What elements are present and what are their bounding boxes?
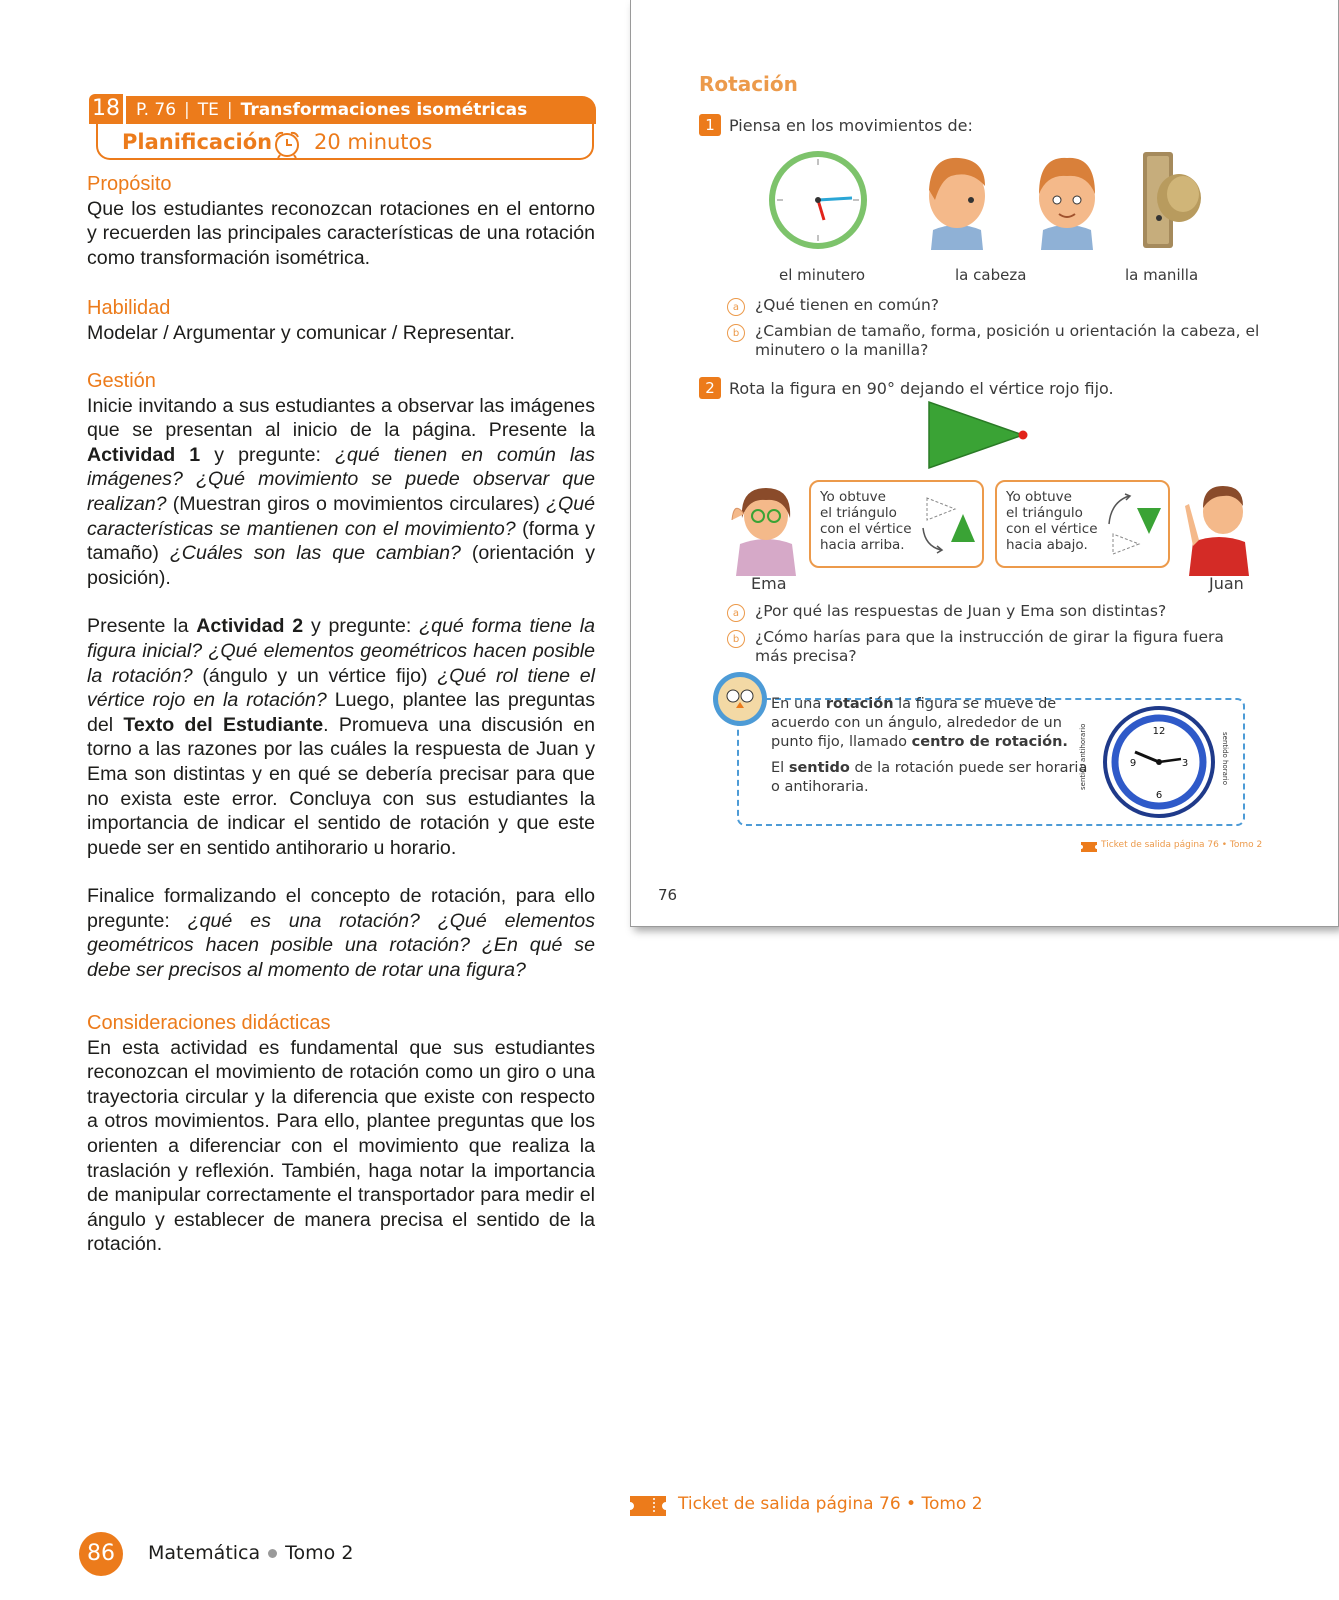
ema-rotated-triangle-icon: [915, 492, 981, 558]
svg-text:3: 3: [1181, 758, 1189, 769]
activity-1-prompt: Piensa en los movimientos de:: [729, 116, 973, 135]
alarm-clock-icon: [272, 129, 302, 159]
juan-speech-bubble: [995, 480, 1170, 568]
gestion-paragraph-2: Presente la Actividad 2 y pregunte: ¿qué forma tiene la figura inicial? ¿Qué elementos geométricos hacen posible la rotación? (ángulo y un vértice fijo) ¿Qué rol tiene el vértice rojo en la rotación? Luego, plantee las preguntas del Texto del Estudiante. Promueva una discusión en torno a las razones por las cuáles la respuesta de Juan y Ema son distintas y en qué se debería precisar para que no exista este error. Concluya con sus estudiantes la importancia de indicar el sentido de rotación y que este puede ser en sentido antihorario u horario.: [87, 615, 595, 859]
option-b-marker-2: b: [727, 630, 745, 648]
consideraciones-title: Consideraciones didácticas: [87, 1012, 331, 1034]
cw-direction-label: sentido horario: [1221, 732, 1229, 786]
boy-head-front-illustration: [1031, 150, 1103, 250]
planning-label: Planificación: [122, 130, 273, 154]
green-triangle-figure: [927, 400, 1033, 472]
rotation-direction-clock-illustration: [1089, 704, 1229, 820]
gestion-paragraph-3: Finalice formalizando el concepto de rotación, para ello pregunte: ¿qué es una rotación? ¿Qué elementos geométricos hacen posible una rotación? ¿En qué se debe ser precisos al momento de rotar una figura?: [87, 885, 595, 982]
book-name: Matemática: [148, 1542, 261, 1564]
option-b-marker: b: [727, 324, 745, 342]
door-handle-illustration: [1137, 148, 1207, 252]
definition-line-3: punto fijo, llamado centro de rotación.: [771, 734, 1068, 750]
section-consideraciones: [87, 1011, 595, 1257]
gestion-title: Gestión: [87, 370, 156, 392]
juan-name: Juan: [1209, 574, 1244, 593]
ticket-icon: [630, 1496, 666, 1516]
image-label-manilla: la manilla: [1125, 266, 1199, 284]
definition-line-5: o antihoraria.: [771, 779, 869, 795]
proposito-text: Que los estudiantes reconozcan rotaciones en el entorno y recuerden las principales características de una rotación como transformación isométrica.: [87, 197, 595, 269]
fixed-red-vertex: [1019, 431, 1028, 440]
ema-bubble-line-1: Yo obtuve: [820, 489, 886, 505]
ema-bubble-line-3: con el vértice: [820, 521, 912, 537]
book-reference: TE: [197, 100, 219, 120]
inner-ticket-text: Ticket de salida página 76 • Tomo 2: [1101, 840, 1263, 850]
juan-rotated-triangle-icon: [1101, 490, 1167, 560]
lesson-header-bar: P. 76 | TE | Transformaciones isométricas: [126, 96, 596, 124]
student-page-image: [630, 0, 1339, 927]
ccw-direction-label: sentido antihorario: [1079, 723, 1087, 790]
consideraciones-text: En esta actividad es fundamental que sus estudiantes reconozcan el movimiento de rotación como un giro o una trayectoria circular y la diferencia que existe con respecto a otros movimientos. Para ello, plantee preguntas que los orienten a diferenciar con el movimiento que realiza la traslación y reflexión. También, haga notar la importancia de manipular correctamente el transportador para medir el ángulo y establecer de manera precisa el sentido de la rotación.: [87, 1036, 595, 1256]
book-footer: [148, 1542, 353, 1564]
boy-head-profile-illustration: [921, 150, 993, 250]
page-number: 86: [79, 1532, 123, 1576]
activity-2-question-a: ¿Por qué las respuestas de Juan y Ema son distintas?: [755, 602, 1167, 620]
activity-1-question-b-line2: minutero o la manilla?: [755, 341, 929, 359]
gestion-paragraph-1: Inicie invitando a sus estudiantes a observar las imágenes que se presentan al inicio de la página. Presente la Actividad 1 y pregunte: ¿qué tienen en común las imágenes? ¿Qué movimiento se puede observar que realizan? (Muestran giros o movimientos circulares) ¿Qué características se mantienen con el movimiento? (forma y tamaño) ¿Cuáles son las que cambian? (orientación y posición).: [87, 394, 595, 589]
book-volume: Tomo 2: [285, 1542, 354, 1564]
activity-1-question-a: ¿Qué tienen en común?: [755, 296, 940, 314]
proposito-title: Propósito: [87, 173, 172, 195]
exit-ticket-link[interactable]: Ticket de salida página 76 • Tomo 2: [678, 1494, 983, 1514]
section-proposito: [87, 172, 595, 270]
ema-speech-bubble: [809, 480, 984, 568]
option-a-marker-2: a: [727, 604, 745, 622]
activity-1-question-b-line1: ¿Cambian de tamaño, forma, posición u orientación la cabeza, el: [755, 322, 1260, 340]
section-gestion: [87, 369, 595, 983]
activity-1-badge: 1: [699, 114, 721, 136]
option-a-marker: a: [727, 298, 745, 316]
minute-hand-clock-illustration: [766, 148, 870, 252]
activity-2-question-b-line2: más precisa?: [755, 647, 857, 665]
juan-bubble-line-3: con el vértice: [1006, 521, 1098, 537]
definition-line-2: acuerdo con un ángulo, alrededor de un: [771, 715, 1062, 731]
ema-girl-illustration: [726, 480, 806, 576]
habilidad-text: Modelar / Argumentar y comunicar / Representar.: [87, 321, 515, 344]
habilidad-title: Habilidad: [87, 297, 171, 319]
juan-bubble-line-4: hacia abajo.: [1006, 537, 1088, 553]
juan-bubble-line-2: el triángulo: [1006, 505, 1083, 521]
activity-2-prompt: Rota la figura en 90° dejando el vértice rojo fijo.: [729, 379, 1114, 398]
activity-2-question-b-line1: ¿Cómo harías para que la instrucción de girar la figura fuera: [755, 628, 1224, 646]
ema-bubble-line-2: el triángulo: [820, 505, 897, 521]
juan-bubble-line-1: Yo obtuve: [1006, 489, 1072, 505]
definition-line-4: El sentido de la rotación puede ser horaria: [771, 760, 1088, 776]
student-page-number: 76: [658, 886, 678, 904]
image-label-minutero: el minutero: [779, 266, 866, 284]
page-reference: P. 76: [136, 100, 177, 120]
svg-text:12: 12: [1152, 726, 1166, 737]
section-habilidad: [87, 296, 595, 345]
ema-bubble-line-4: hacia arriba.: [820, 537, 905, 553]
owl-mascot-icon: [711, 670, 769, 728]
lesson-number-badge: 18: [89, 94, 123, 124]
definition-line-1: En una rotación la figura se mueve de: [771, 696, 1057, 712]
juan-boy-illustration: [1179, 476, 1259, 576]
svg-text:9: 9: [1129, 758, 1137, 769]
lesson-topic: Transformaciones isométricas: [240, 100, 528, 120]
ema-name: Ema: [751, 574, 787, 593]
separator-dot: [268, 1549, 277, 1558]
planning-time: 20 minutos: [314, 130, 433, 154]
ticket-icon-small: [1081, 842, 1097, 852]
activity-2-badge: 2: [699, 377, 721, 399]
svg-text:6: 6: [1155, 790, 1163, 801]
image-label-cabeza: la cabeza: [955, 266, 1027, 284]
student-page-title: Rotación: [699, 72, 798, 96]
